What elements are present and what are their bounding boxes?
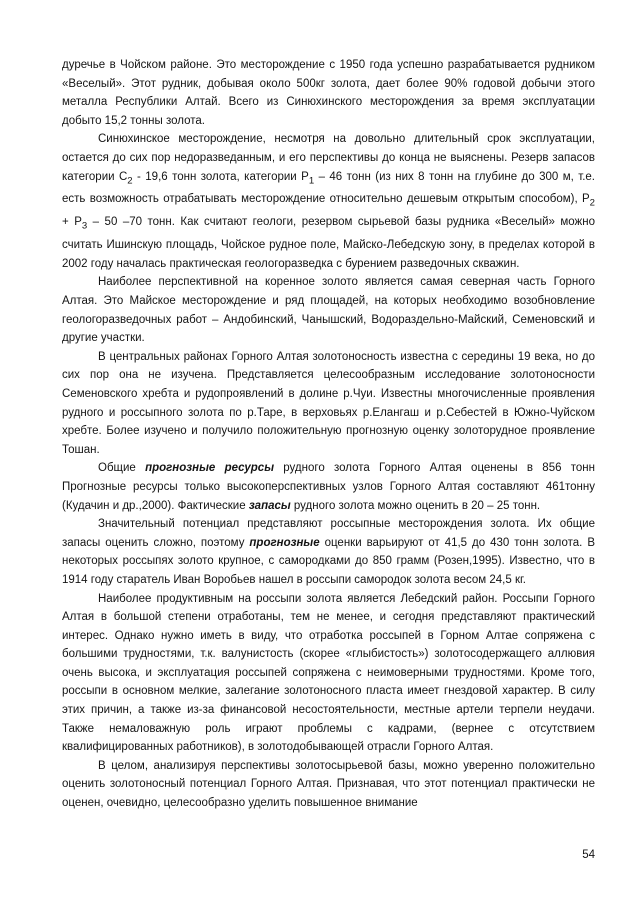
paragraph-5-part-a: Общие [98,462,146,475]
paragraph-7-text: Наиболее продуктивным на россыпи золота является Лебедский район. Россыпи Горного Алтая в большой степени отработаны, тем не менее, и сегодня представляют практический интерес. Однако нужно иметь в виду, что отработка россыпей в Горном Алтае сопряжена с большими трудностями, т.к. валунистость (скорее «глыбистость») золотосодержащего аллювия очень высока, и эксплуатация россыпей сопряжена с неимоверными трудностями. Кроме того, россыпи в основном мелкие, залегание золотоносного пласта имеет гнездовой характер. В силу этих причин, а также из-за финансовой несостоятельности, местные артели терпели неудачи. Также немаловажную роль играют проблемы с кадрами, (вернее с отсутствием квалифицированных работников), в золотодобывающей отрасли Горного Алтая. [62,592,595,754]
paragraph-2-part-e: – 50 –70 тонн. Как считают геологи, резервом сырьевой базы рудника «Веселый» можно считать Ишинскую площадь, Чойское рудное поле, Майско-Лебедскую зону, в пределах которой в 2002 году началась практическая геологоразведка с бурением разведочных скважин. [62,216,595,270]
paragraph-5-part-c: рудного золота можно оценить в 20 – 25 тонн. [290,499,541,512]
subscript-p1: 1 [308,174,315,186]
body-text [62,56,595,813]
emphasis-forecast: прогнозные [249,536,320,549]
paragraph-2-part-b: - 19,6 тонн золота, категории P [132,170,309,183]
paragraph-2-part-a: Синюхинское месторождение, несмотря на довольно длительный срок эксплуатации, остается до сих пор недоразведанным, и его перспективы до конца не выяснены. Резерв запасов категории C [62,133,595,183]
paragraph-8 [62,757,595,813]
subscript-p3: 3 [81,220,88,232]
paragraph-6 [62,515,595,589]
paragraph-1 [62,56,595,130]
paragraph-3 [62,273,595,347]
paragraph-2-part-d: + P [62,216,82,229]
paragraph-2 [62,130,595,273]
subscript-p2: 2 [589,197,595,209]
paragraph-3-text: Наиболее перспективной на коренное золото является самая северная часть Горного Алтая. Это Майское месторождение и ряд площадей, на которых необходимо возобновление геологоразведочных работ – Андобинский, Чанышский, Водораздельно-Майский, Семеновский и другие участки. [62,276,595,345]
page-number: 54 [582,849,595,861]
paragraph-1-text: дуречье в Чойском районе. Это месторождение с 1950 года успешно разрабатывается рудником «Веселый». Этот рудник, добывая около 500кг золота, дает более 90% годовой добычи этого металла Республики Алтай. Всего из Синюхинского месторождения за время эксплуатации добыто 15,2 тонны золота. [62,59,595,127]
paragraph-4 [62,348,595,460]
paragraph-5-part-b: рудного золота Горного Алтая оценены в 856 тонн Прогнозные ресурсы только высокоперспективных узлов Горного Алтая составляют 461тонну (Кудачин и др.,2000). Фактические [62,462,595,512]
emphasis-reserves: запасы [248,499,291,512]
subscript-c2: 2 [127,174,133,186]
paragraph-6-part-b: оценки варьируют от 41,5 до 430 тонн золота. В некоторых россыпях золото крупное, с самородками до 850 грамм (Розен,1995). Известно, что в 1914 году старатель Иван Воробьев нашел в россыпи самородок золота весом 24,5 кг. [62,536,595,586]
paragraph-8-text: В целом, анализируя перспективы золотосырьевой базы, можно уверенно положительно оценить золотоносный потенциал Горного Алтая. Признавая, что этот потенциал практически не оценен, очевидно, целесообразно уделить повышенное внимание [62,759,595,810]
emphasis-forecast-resources: прогнозные ресурсы [145,462,275,475]
paragraph-4-text: В центральных районах Горного Алтая золотоносность известна с середины 19 века, но до сих пор она не изучена. Представляется целесообразным исследование золотоносности Семеновского хребта и рудопроявлений в долине р.Чуи. Известны многочисленные проявления рудного и россыпного золота по р.Таре, в верховьях р.Елангаш и р.Себестей в Южно-Чуйском хребте. Более изучено и получило положительную прогнозную оценку золоторудное проявление Тошан. [62,350,595,456]
paragraph-7 [62,590,595,757]
paragraph-6-part-a: Значительный потенциал представляют россыпные месторождения золота. Их общие запасы оценить сложно, поэтому [62,518,595,549]
paragraph-5 [62,459,595,515]
paragraph-2-part-c: – 46 тонн (из них 8 тонн на глубине до 300 м, т.е. есть возможность отрабатывать месторождение относительно дешевым открытым способом), P [62,170,596,206]
